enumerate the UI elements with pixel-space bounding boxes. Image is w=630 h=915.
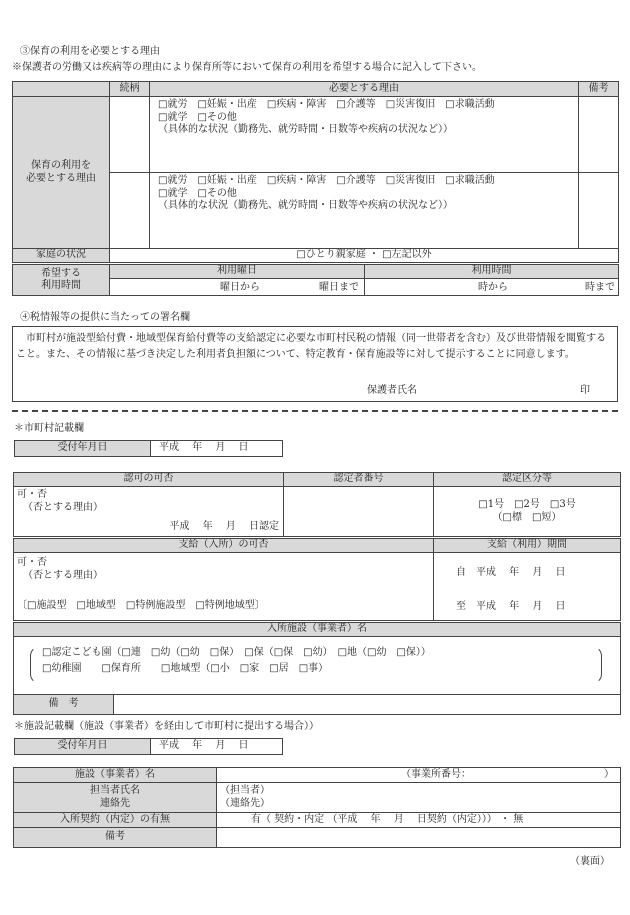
- reason-options-2: □就学 □その他: [158, 111, 237, 123]
- tax-consent-box: [12, 326, 618, 402]
- hope-time-table: [12, 264, 619, 296]
- staff-contact-label: [14, 783, 217, 813]
- family-label: 家庭の状況: [13, 249, 110, 263]
- time-from: 時から: [478, 282, 508, 293]
- section3-heading: ③保育の利用を必要とする理由: [20, 46, 160, 57]
- facility-options-2: □幼稚園 □保育所 □地域型（□小 □家 □居 □事）: [42, 663, 329, 674]
- period-to: 至 平成 年 月 日: [456, 601, 566, 612]
- approval-header: 認可の可否: [14, 473, 284, 487]
- hope-time-label: [13, 265, 110, 296]
- city-approval-table: [13, 472, 621, 537]
- hope-time-label-2: 利用時間: [41, 280, 81, 291]
- times-header: 利用時間: [365, 265, 619, 279]
- reason-row-label-1: 保育の利用を: [31, 160, 91, 171]
- city-remarks-field[interactable]: [114, 695, 621, 715]
- reason-row-label: [13, 97, 110, 249]
- city-received-label: 受付年月日: [15, 441, 151, 457]
- guardian-name-field[interactable]: [431, 383, 571, 397]
- reason-options-2: □就学 □その他: [158, 187, 237, 199]
- facility-name-field[interactable]: [217, 768, 621, 783]
- remarks-header: 備考: [579, 82, 619, 97]
- contact-value: （連絡先）: [220, 797, 270, 809]
- reason-detail-label: （具体的な状況（勤務先、就労時間・日数等や疾病の状況など））: [158, 124, 453, 135]
- cert-date: 平成 年 月 日認定: [169, 520, 279, 532]
- page-side-label: （裏面）: [570, 856, 610, 867]
- section4-heading: ④税情報等の提供に当たっての署名欄: [20, 312, 190, 323]
- reason-table: [12, 81, 619, 263]
- reason-detail-label: （具体的な状況（勤務先、就労時間・日数等や疾病の状況など））: [158, 200, 453, 211]
- relation-cell-2[interactable]: [110, 173, 150, 249]
- period-from: 自 平成 年 月 日: [456, 567, 566, 578]
- contact-label: 連絡先: [100, 797, 130, 809]
- day-from: 曜日から: [220, 282, 260, 293]
- reason-cell-2[interactable]: [150, 173, 579, 249]
- period-cell[interactable]: [434, 553, 621, 621]
- staff-value: （担当者）: [220, 785, 270, 796]
- business-no-label: （事業所番号：: [401, 769, 471, 780]
- city-received-table: [14, 440, 283, 457]
- seal-mark: 印: [580, 385, 590, 396]
- times-cell[interactable]: [365, 279, 619, 296]
- days-header: 利用曜日: [110, 265, 365, 279]
- facility-received-table: [14, 738, 283, 755]
- supply-cell[interactable]: [14, 553, 434, 621]
- cert-no-cell[interactable]: [284, 487, 434, 537]
- facility-options-1: □認定こども園（□連 □幼（□幼 □保） □保（□保 □幼） □地（□幼 □保））: [42, 647, 431, 658]
- facility-received-field[interactable]: 平成 年 月 日: [151, 739, 283, 755]
- approval-yes-no: 可・否: [17, 489, 47, 500]
- facility-info-table: [13, 767, 621, 848]
- reason-options-1: □就労 □妊娠・出産 □疾病・障害 □介護等 □災害復旧 □求職活動: [158, 175, 495, 186]
- hope-time-label-1: 希望する: [41, 267, 81, 279]
- remarks-cell-2[interactable]: [579, 173, 619, 249]
- supply-yes-no: 可・否: [17, 557, 47, 568]
- time-to: 時まで: [585, 282, 615, 293]
- facility-remarks-field[interactable]: [217, 828, 621, 848]
- reason-options-1: □就労 □妊娠・出産 □疾病・障害 □介護等 □災害復旧 □求職活動: [158, 99, 495, 110]
- class-cell[interactable]: [434, 487, 621, 537]
- contract-field[interactable]: 有（ 契約・内定 （平成 年 月 日契約（内定））） ・ 無: [217, 813, 621, 828]
- staff-contact-field[interactable]: [217, 783, 621, 813]
- city-facility-table: [13, 622, 621, 715]
- contract-label: 入所契約（内定）の有無: [14, 813, 217, 828]
- reason-cell-1[interactable]: [150, 97, 579, 173]
- days-cell[interactable]: [110, 279, 365, 296]
- guardian-name-label: 保護者氏名: [367, 385, 417, 396]
- facility-name-header: 入所施設（事業者）名: [14, 623, 621, 637]
- period-header: 支給（利用）期間: [434, 539, 621, 553]
- facility-received-label: 受付年月日: [15, 739, 151, 755]
- reason-row-label-2: 必要とする理由: [26, 172, 96, 184]
- business-no-close: ）: [604, 769, 614, 780]
- tax-consent-text: 市町村が施設型給付費・地域型保育給付費等の支給認定に必要な市町村民税の情報（同一世帯者を含む）及び世帯情報を閲覧すること。また、その情報に基づき決定した利用者負担額について、特定教育・保育施設等に対して提示することに同意します。: [16, 333, 606, 360]
- facility-remarks-label: 備考: [14, 828, 217, 848]
- relation-header: 続柄: [110, 82, 150, 97]
- city-received-field[interactable]: 平成 年 月 日: [151, 441, 283, 457]
- city-supply-table: [13, 538, 621, 621]
- facility-options-cell[interactable]: [14, 637, 621, 695]
- reason-table-corner: [13, 82, 110, 97]
- cut-line: [12, 410, 618, 412]
- supply-reason-label: （否とする理由）: [23, 569, 103, 581]
- reason-header: 必要とする理由: [150, 82, 579, 97]
- section3-note: ※保護者の労働又は疾病等の理由により保育所等において保育の利用を希望する場合に記入して下さい。: [12, 62, 482, 73]
- supply-header: 支給（入所）の可否: [14, 539, 434, 553]
- class-header: 認定区分等: [434, 473, 621, 487]
- cert-no-header: 認定者番号: [284, 473, 434, 487]
- relation-cell-1[interactable]: [110, 97, 150, 173]
- family-options[interactable]: □ひとり親家庭 ・ □左記以外: [110, 249, 619, 263]
- approval-reason-label: （否とする理由）: [23, 501, 103, 513]
- facility-name-label: 施設（事業者）名: [14, 768, 217, 783]
- remarks-cell-1[interactable]: [579, 97, 619, 173]
- class-sub-options: （□標 □短）: [492, 511, 562, 523]
- city-remarks-label: 備 考: [14, 695, 114, 715]
- facility-type-options: 〔□施設型 □地域型 □特例施設型 □特例地域型〕: [17, 599, 265, 611]
- staff-name-label: 担当者氏名: [90, 785, 140, 796]
- facility-section-heading: ＊施設記載欄（施設（事業者）を経由して市町村に提出する場合））: [14, 721, 319, 732]
- city-section-heading: ＊市町村記載欄: [14, 423, 84, 434]
- class-options: □1号 □2号 □3号: [478, 499, 576, 510]
- day-to: 曜日まで: [319, 282, 359, 293]
- approval-cell[interactable]: [14, 487, 284, 537]
